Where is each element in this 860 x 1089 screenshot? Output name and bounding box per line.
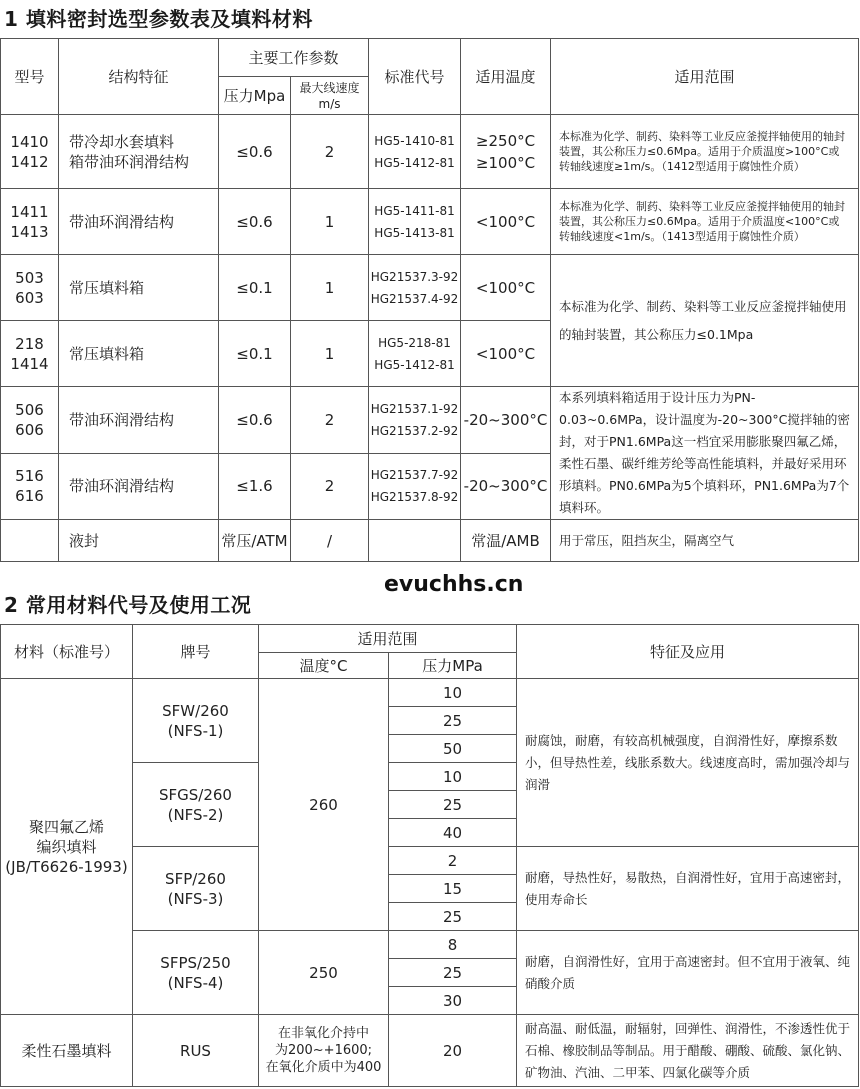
header-standard: 标准代号 (369, 39, 461, 115)
seal-selection-table (0, 38, 859, 562)
header-temperature: 适用温度 (461, 39, 551, 115)
feature-cell: 耐腐蚀，耐磨，有较高机械强度，自润滑性好，摩擦系数小，但导热性差，线胀系数大。线速度高时，需加强冷却与润滑 (517, 679, 859, 847)
pressure-cell: ≤0.1 (219, 255, 291, 321)
model-cell: 1411 1413 (1, 189, 59, 255)
pressure-cell: 15 (389, 875, 517, 903)
model-cell: 218 1414 (1, 321, 59, 387)
header-pressure: 压力Mpa (219, 77, 291, 115)
structure-cell: 带油环润滑结构 (59, 453, 219, 520)
watermark: evuchhs.cn (384, 572, 524, 597)
materials-table (0, 624, 859, 1087)
section1-title: 1 填料密封选型参数表及填料材料 (4, 7, 313, 31)
temp-cell: 250 (259, 931, 389, 1015)
temperature-cell: <100°C (461, 189, 551, 255)
pressure-cell: ≤0.6 (219, 115, 291, 189)
model-cell: 506 606 (1, 387, 59, 454)
structure-cell: 常压填料箱 (59, 255, 219, 321)
speed-cell: 2 (291, 387, 369, 454)
feature-cell: 耐磨，导热性好，易散热，自润滑性好，宜用于高速密封，使用寿命长 (517, 847, 859, 931)
pressure-cell: ≤0.1 (219, 321, 291, 387)
pressure-cell: ≤1.6 (219, 453, 291, 520)
table-row (1, 189, 859, 255)
material-cell: 聚四氟乙烯 编织填料 (JB/T6626-1993) (1, 679, 133, 1015)
model-cell: 1410 1412 (1, 115, 59, 189)
temperature-cell: <100°C (461, 321, 551, 387)
scope-cell: 用于常压，阻挡灰尘，隔离空气 (551, 520, 859, 562)
header-main-params: 主要工作参数 (219, 39, 369, 77)
header-brand: 牌号 (133, 625, 259, 679)
feature-cell: 耐高温、耐低温，耐辐射，回弹性、润滑性，不渗透性优于石棉、橡胶制品等制品。用于醋酸、硼酸、硫酸、氯化钠、矿物油、汽油、二甲苯、四氯化碳等介质 (517, 1015, 859, 1087)
material-cell: 柔性石墨填料 (1, 1015, 133, 1087)
pressure-cell: ≤0.6 (219, 189, 291, 255)
scope-cell: 本标准为化学、制药、染料等工业反应釜搅拌轴使用的轴封装置，其公称压力≤0.6Mpa。适用于介质温度<100°C或转轴线速度<1m/s。（1413型适用于腐蚀性介质） (551, 189, 859, 255)
header-scope: 适用范围 (551, 39, 859, 115)
temp-cell: 在非氧化介持中 为200~+1600; 在氧化介质中为400 (259, 1015, 389, 1087)
section2-title: 2 常用材料代号及使用工况 (4, 593, 252, 617)
model-cell (1, 520, 59, 562)
standard-cell: HG21537.7-92 HG21537.8-92 (369, 453, 461, 520)
header-material: 材料（标准号） (1, 625, 133, 679)
brand-cell: RUS (133, 1015, 259, 1087)
brand-cell: SFGS/260 (NFS-2) (133, 763, 259, 847)
table-row (1, 255, 859, 321)
header-feature: 特征及应用 (517, 625, 859, 679)
temperature-cell: 常温/AMB (461, 520, 551, 562)
speed-cell: 1 (291, 255, 369, 321)
temperature-cell: <100°C (461, 255, 551, 321)
pressure-cell: 20 (389, 1015, 517, 1087)
brand-cell: SFW/260 (NFS-1) (133, 679, 259, 763)
pressure-cell: 8 (389, 931, 517, 959)
standard-cell (369, 520, 461, 562)
pressure-cell: 30 (389, 987, 517, 1015)
pressure-cell: 25 (389, 959, 517, 987)
pressure-cell: 2 (389, 847, 517, 875)
temperature-cell: ≥250°C ≥100°C (461, 115, 551, 189)
speed-cell: 1 (291, 189, 369, 255)
pressure-cell: 25 (389, 791, 517, 819)
speed-cell: / (291, 520, 369, 562)
pressure-cell: ≤0.6 (219, 387, 291, 454)
standard-cell: HG5-218-81 HG5-1412-81 (369, 321, 461, 387)
structure-cell: 带冷却水套填料 箱带油环润滑结构 (59, 115, 219, 189)
table-row (1, 1015, 859, 1087)
structure-cell: 带油环润滑结构 (59, 189, 219, 255)
table-row (1, 520, 859, 562)
model-cell: 516 616 (1, 453, 59, 520)
temperature-cell: -20~300°C (461, 387, 551, 454)
pressure-cell: 常压/ATM (219, 520, 291, 562)
scope-cell: 本标准为化学、制药、染料等工业反应釜搅拌轴使用的轴封装置，其公称压力≤0.6Mpa。适用于介质温度>100°C或转轴线速度≥1m/s。（1412型适用于腐蚀性介质） (551, 115, 859, 189)
header-range: 适用范围 (259, 625, 517, 653)
header-model: 型号 (1, 39, 59, 115)
standard-cell: HG21537.1-92 HG21537.2-92 (369, 387, 461, 454)
pressure-cell: 10 (389, 679, 517, 707)
table-row (1, 387, 859, 454)
feature-cell: 耐磨，自润滑性好，宜用于高速密封。但不宜用于液氧、纯硝酸介质 (517, 931, 859, 1015)
pressure-cell: 40 (389, 819, 517, 847)
speed-cell: 1 (291, 321, 369, 387)
scope-cell: 本系列填料箱适用于设计压力为PN-0.03~0.6MPa，设计温度为-20~300°C搅拌轴的密封，对于PN1.6MPa这一档宜采用膨胀聚四氟乙烯，柔性石墨、碳纤维芳纶等高性能填料，并最好采用环形填料。PN0.6MPa为5个填料环，PN1.6MPa为7个填料环。 (551, 387, 859, 520)
pressure-cell: 25 (389, 707, 517, 735)
standard-cell: HG21537.3-92 HG21537.4-92 (369, 255, 461, 321)
standard-cell: HG5-1411-81 HG5-1413-81 (369, 189, 461, 255)
header-speed: 最大线速度 m/s (291, 77, 369, 115)
structure-cell: 液封 (59, 520, 219, 562)
speed-cell: 2 (291, 115, 369, 189)
pressure-cell: 25 (389, 903, 517, 931)
temperature-cell: -20~300°C (461, 453, 551, 520)
brand-cell: SFP/260 (NFS-3) (133, 847, 259, 931)
standard-cell: HG5-1410-81 HG5-1412-81 (369, 115, 461, 189)
brand-cell: SFPS/250 (NFS-4) (133, 931, 259, 1015)
header-temp: 温度°C (259, 653, 389, 679)
structure-cell: 常压填料箱 (59, 321, 219, 387)
scope-cell: 本标准为化学、制药、染料等工业反应釜搅拌轴使用的轴封装置，其公称压力≤0.1Mpa (551, 255, 859, 387)
header-pressure-mpa: 压力MPa (389, 653, 517, 679)
model-cell: 503 603 (1, 255, 59, 321)
table-row (1, 115, 859, 189)
table-row (1, 679, 859, 707)
structure-cell: 带油环润滑结构 (59, 387, 219, 454)
pressure-cell: 50 (389, 735, 517, 763)
temp-cell: 260 (259, 679, 389, 931)
header-structure: 结构特征 (59, 39, 219, 115)
pressure-cell: 10 (389, 763, 517, 791)
speed-cell: 2 (291, 453, 369, 520)
